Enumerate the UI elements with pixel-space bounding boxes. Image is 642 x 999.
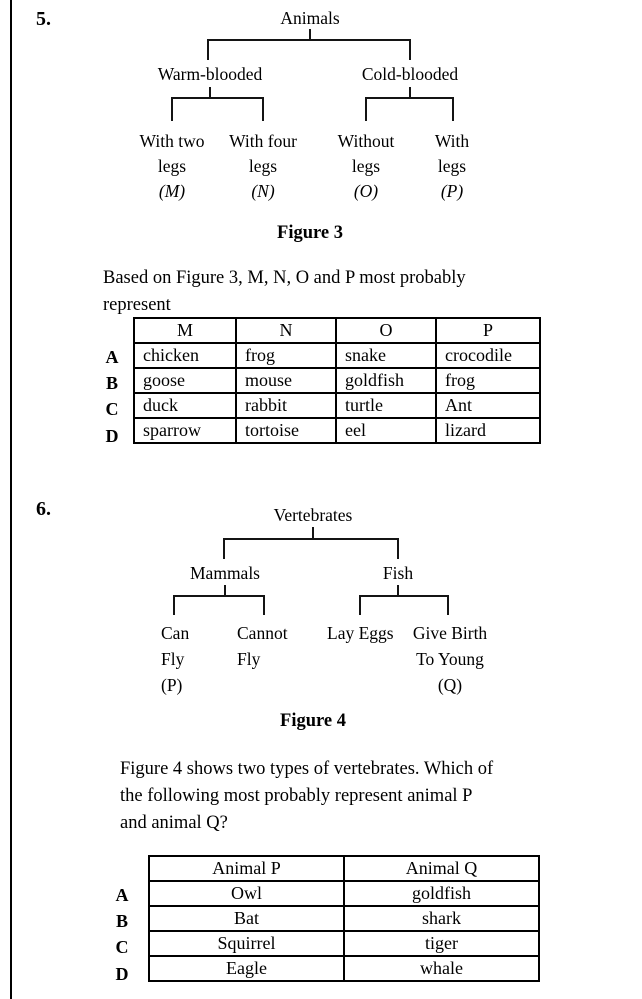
table-cell: snake [336, 343, 436, 368]
table-header-cell: M [134, 318, 236, 343]
connector-line [447, 595, 449, 615]
connector-line [171, 97, 264, 99]
tree1-branch-warm-blooded: Warm-blooded [157, 64, 263, 84]
table-cell: Ant [436, 393, 540, 418]
table-row [149, 906, 539, 931]
connector-line [207, 39, 411, 41]
table-cell: eel [336, 418, 436, 443]
connector-line [173, 595, 265, 597]
table-cell: shark [344, 906, 539, 931]
q6-answer-table [148, 855, 540, 982]
table-cell: turtle [336, 393, 436, 418]
table-cell: frog [436, 368, 540, 393]
tree1-leaf-o-line1: Without [337, 131, 395, 151]
table-header-cell: O [336, 318, 436, 343]
tree1-leaf-p [435, 129, 469, 204]
tree2-leaf-cannot-fly-line1: Cannot [237, 623, 288, 643]
table-row [149, 881, 539, 906]
figure-3-caption: Figure 3 [277, 223, 343, 243]
question-5-number: 5. [36, 8, 51, 30]
table-cell: rabbit [236, 393, 336, 418]
connector-line [365, 97, 367, 121]
table-header-cell: N [236, 318, 336, 343]
tree1-leaf-p-line2: legs [437, 156, 467, 176]
option-label-c: C [115, 937, 129, 958]
table-row [134, 343, 540, 368]
table-header-row [134, 318, 540, 343]
table-cell: goose [134, 368, 236, 393]
tree1-leaf-p-code: (P) [440, 181, 464, 201]
table-row [134, 368, 540, 393]
question-6-text-line1: Figure 4 shows two types of vertebrates. Which of [120, 759, 494, 779]
tree1-branch-cold-blooded: Cold-blooded [361, 64, 459, 84]
connector-line [359, 595, 449, 597]
tree1-leaf-n-line2: legs [248, 156, 278, 176]
tree1-leaf-o [338, 129, 395, 204]
question-5-text-line1: Based on Figure 3, M, N, O and P most probably [103, 268, 466, 288]
table-header-row [149, 856, 539, 881]
q5-answer-table [133, 317, 541, 444]
option-label-b: B [105, 373, 118, 394]
connector-line [262, 97, 264, 121]
table-cell: whale [344, 956, 539, 981]
question-6-number: 6. [36, 498, 51, 520]
tree2-leaf-give-birth-line2: To Young [416, 649, 484, 669]
option-label-d: D [105, 425, 119, 446]
tree2-leaf-can-fly-line2: Fly [161, 649, 185, 669]
tree2-root-label: Vertebrates [273, 505, 353, 525]
question-5-text-line2: represent [103, 295, 171, 315]
tree1-leaf-m [140, 129, 205, 204]
tree2-branch-mammals: Mammals [190, 563, 260, 583]
option-label-a: A [105, 347, 119, 367]
question-6-text [120, 756, 493, 837]
table-cell: Owl [149, 881, 344, 906]
table-cell: tortoise [236, 418, 336, 443]
connector-line [173, 595, 175, 615]
connector-line [359, 595, 361, 615]
tree2-leaf-can-fly-code: (P) [161, 675, 183, 695]
connector-line [171, 97, 173, 121]
table-cell: goldfish [336, 368, 436, 393]
connector-line [452, 97, 454, 121]
option-label-c: C [105, 399, 119, 420]
table-cell: duck [134, 393, 236, 418]
connector-line [263, 595, 265, 615]
tree1-leaf-o-line2: legs [351, 156, 381, 176]
q5-option-letters [99, 344, 125, 449]
table-cell: Eagle [149, 956, 344, 981]
table-cell: chicken [134, 343, 236, 368]
table-cell: Squirrel [149, 931, 344, 956]
tree1-leaf-n-code: (N) [251, 181, 275, 201]
connector-line [365, 97, 454, 99]
tree2-leaf-lay-eggs-line1: Lay Eggs [327, 623, 394, 643]
tree2-leaf-lay-eggs [327, 620, 394, 646]
question-5-text [103, 265, 466, 319]
tree1-root-label: Animals [280, 8, 340, 28]
table-cell: goldfish [344, 881, 539, 906]
table-header-cell: Animal P [149, 856, 344, 881]
question-6-text-line2: the following most probably represent animal P [120, 786, 473, 806]
connector-line [223, 538, 225, 559]
table-cell: sparrow [134, 418, 236, 443]
tree1-leaf-p-line1: With [434, 131, 470, 151]
tree1-leaf-n [229, 129, 297, 204]
table-cell: Bat [149, 906, 344, 931]
table-header-cell: Animal Q [344, 856, 539, 881]
tree2-branch-fish: Fish [382, 563, 414, 583]
tree2-leaf-cannot-fly [237, 620, 288, 672]
table-header-cell: P [436, 318, 540, 343]
connector-line [207, 39, 209, 60]
tree1-leaf-n-line1: With four [229, 131, 297, 151]
table-row [134, 418, 540, 443]
figure-4-caption: Figure 4 [280, 711, 346, 731]
tree2-leaf-cannot-fly-line2: Fly [237, 649, 261, 669]
tree2-leaf-give-birth-line1: Give Birth [412, 623, 488, 643]
option-label-a: A [115, 885, 129, 905]
page-margin-rule [10, 0, 12, 999]
table-cell: crocodile [436, 343, 540, 368]
tree1-leaf-m-line1: With two [139, 131, 205, 151]
tree2-leaf-can-fly [161, 620, 189, 698]
table-row [149, 931, 539, 956]
tree2-leaf-can-fly-line1: Can [161, 623, 190, 643]
connector-line [223, 538, 399, 540]
table-cell: mouse [236, 368, 336, 393]
tree2-leaf-give-birth [408, 620, 492, 698]
connector-line [409, 39, 411, 60]
tree1-leaf-m-code: (M) [158, 181, 186, 201]
table-row [149, 956, 539, 981]
tree2-leaf-give-birth-code: (Q) [437, 675, 463, 695]
question-6-text-line3: and animal Q? [120, 813, 228, 833]
q6-option-letters [109, 882, 135, 987]
option-label-b: B [115, 911, 128, 932]
table-cell: tiger [344, 931, 539, 956]
table-cell: frog [236, 343, 336, 368]
table-cell: lizard [436, 418, 540, 443]
option-label-d: D [115, 963, 129, 984]
table-row [134, 393, 540, 418]
tree1-leaf-m-line2: legs [157, 156, 187, 176]
connector-line [397, 538, 399, 559]
tree1-leaf-o-code: (O) [353, 181, 379, 201]
